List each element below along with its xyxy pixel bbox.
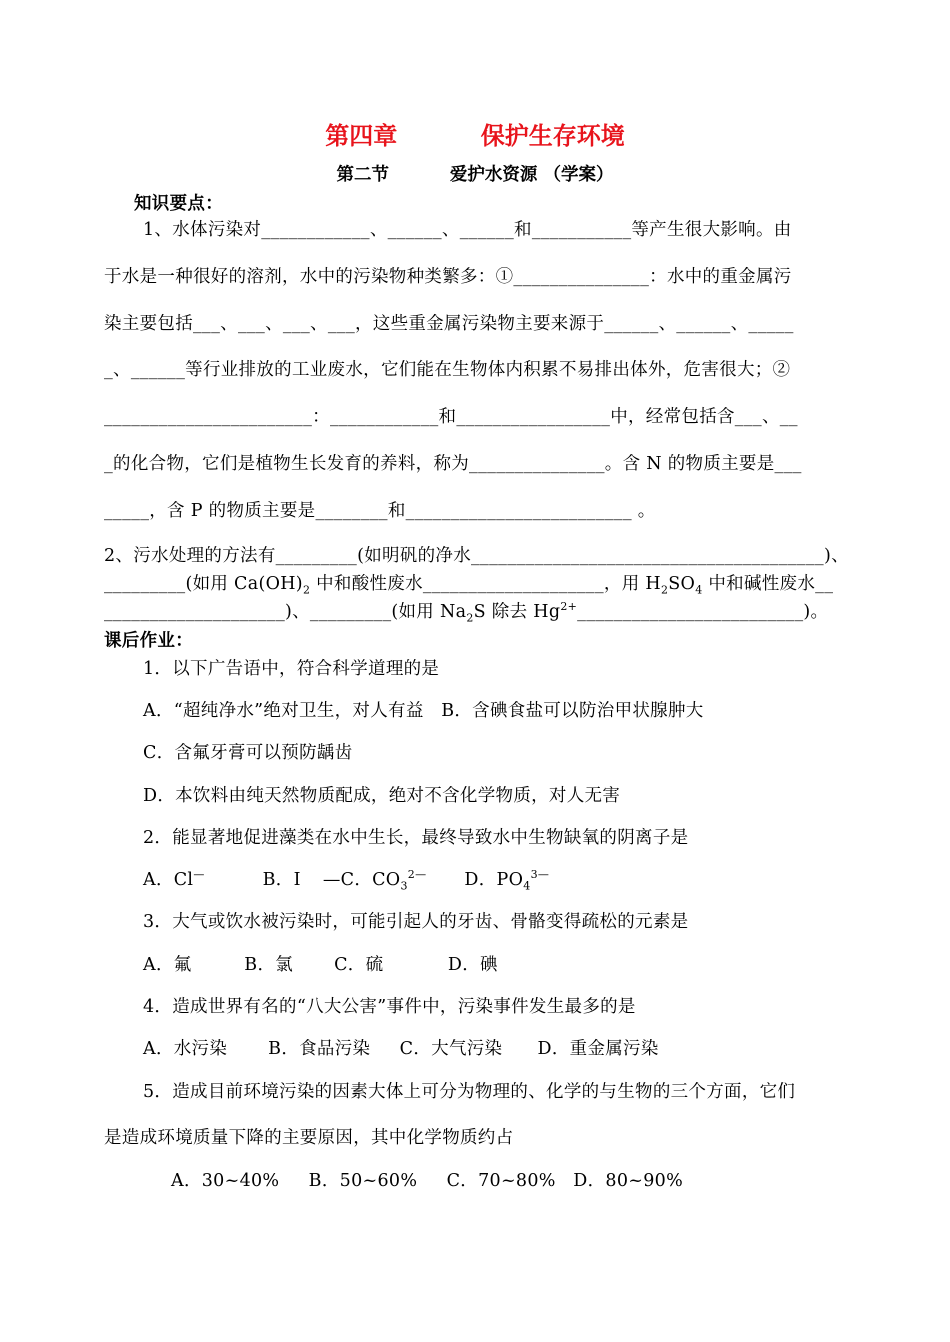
paragraph2-line: 2、污水处理的方法有_________(如明矾的净水_______________________________________)、 xyxy=(104,546,849,566)
paragraph1-line: _、______等行业排放的工业废水，它们能在生物体内积累不易排出体外，危害很大；② xyxy=(104,360,791,380)
paragraph1-line: 1、水体污染对____________、______、______和___________等产生很大影响。由 xyxy=(143,220,792,240)
question-1-option-d: D．本饮料由纯天然物质配成，绝对不含化学物质，对人无害 xyxy=(143,786,621,806)
question-5: 5．造成目前环境污染的因素大体上可分为物理的、化学的与生物的三个方面，它们 xyxy=(143,1082,796,1102)
question-3: 3．大气或饮水被污染时，可能引起人的牙齿、骨骼变得疏松的元素是 xyxy=(143,912,689,932)
knowledge-heading: 知识要点： xyxy=(134,194,223,214)
paragraph1-line: 染主要包括___、___、___、___，这些重金属污染物主要来源于______、______、_____ xyxy=(104,314,794,334)
question-2: 2．能显著地促进藻类在水中生长，最终导致水中生物缺氧的阴离子是 xyxy=(143,828,689,848)
question-1: 1．以下广告语中，符合科学道理的是 xyxy=(143,659,440,679)
question-5-continued: 是造成环境质量下降的主要原因，其中化学物质约占 xyxy=(104,1128,514,1148)
paragraph2-line: ____________________)、_________(如用 $Na_2S$ 除去 $Hg^{2+}\_\_\_\_\_\_\_\_\_\_\_\_\_\_\_\_\_\_\_\_\_\_\_\_\_$)。 xyxy=(104,600,829,625)
question-4: 4．造成世界有名的“八大公害”事件中，污染事件发生最多的是 xyxy=(143,997,636,1017)
paragraph1-line: 于水是一种很好的溶剂，水中的污染物种类繁多：①_______________：水中的重金属污 xyxy=(104,267,792,287)
paragraph1-line: _______________________：____________和_________________中，经常包括含___、__ xyxy=(104,407,798,427)
homework-heading: 课后作业： xyxy=(104,631,193,651)
question-4-options: A．水污染 B．食品污染 C．大气污染 D．重金属污染 xyxy=(143,1039,659,1059)
page-title: 第四章 保护生存环境 xyxy=(325,121,625,150)
question-5-options: A．30~40% B．50~60% C．70~80% D．80~90% xyxy=(171,1171,684,1191)
paragraph1-line: _的化合物，它们是植物生长发育的养料，称为_______________。含 N 的物质主要是___ xyxy=(104,454,802,474)
section-subtitle: 第二节 爱护水资源 （学案） xyxy=(336,165,614,185)
question-1-options: A．“超纯净水”绝对卫生，对人有益 B．含碘食盐可以防治甲状腺肿大 xyxy=(143,701,704,721)
paragraph1-line: _____，含 P 的物质主要是________和_________________________ 。 xyxy=(104,501,656,521)
paragraph2-line: _________(如用 $Ca(OH)_2$ 中和酸性废水____________________，用 $H_2SO_4$ 中和碱性废水__ xyxy=(104,574,834,597)
question-2-options: A．Cl— B．I —C．$CO_3^{2—}$ D．$PO_4^{3—}$ xyxy=(143,868,550,893)
question-3-options: A．氟 B．氯 C．硫 D．碘 xyxy=(143,955,498,975)
question-1-option-c: C．含氟牙膏可以预防龋齿 xyxy=(143,743,353,763)
